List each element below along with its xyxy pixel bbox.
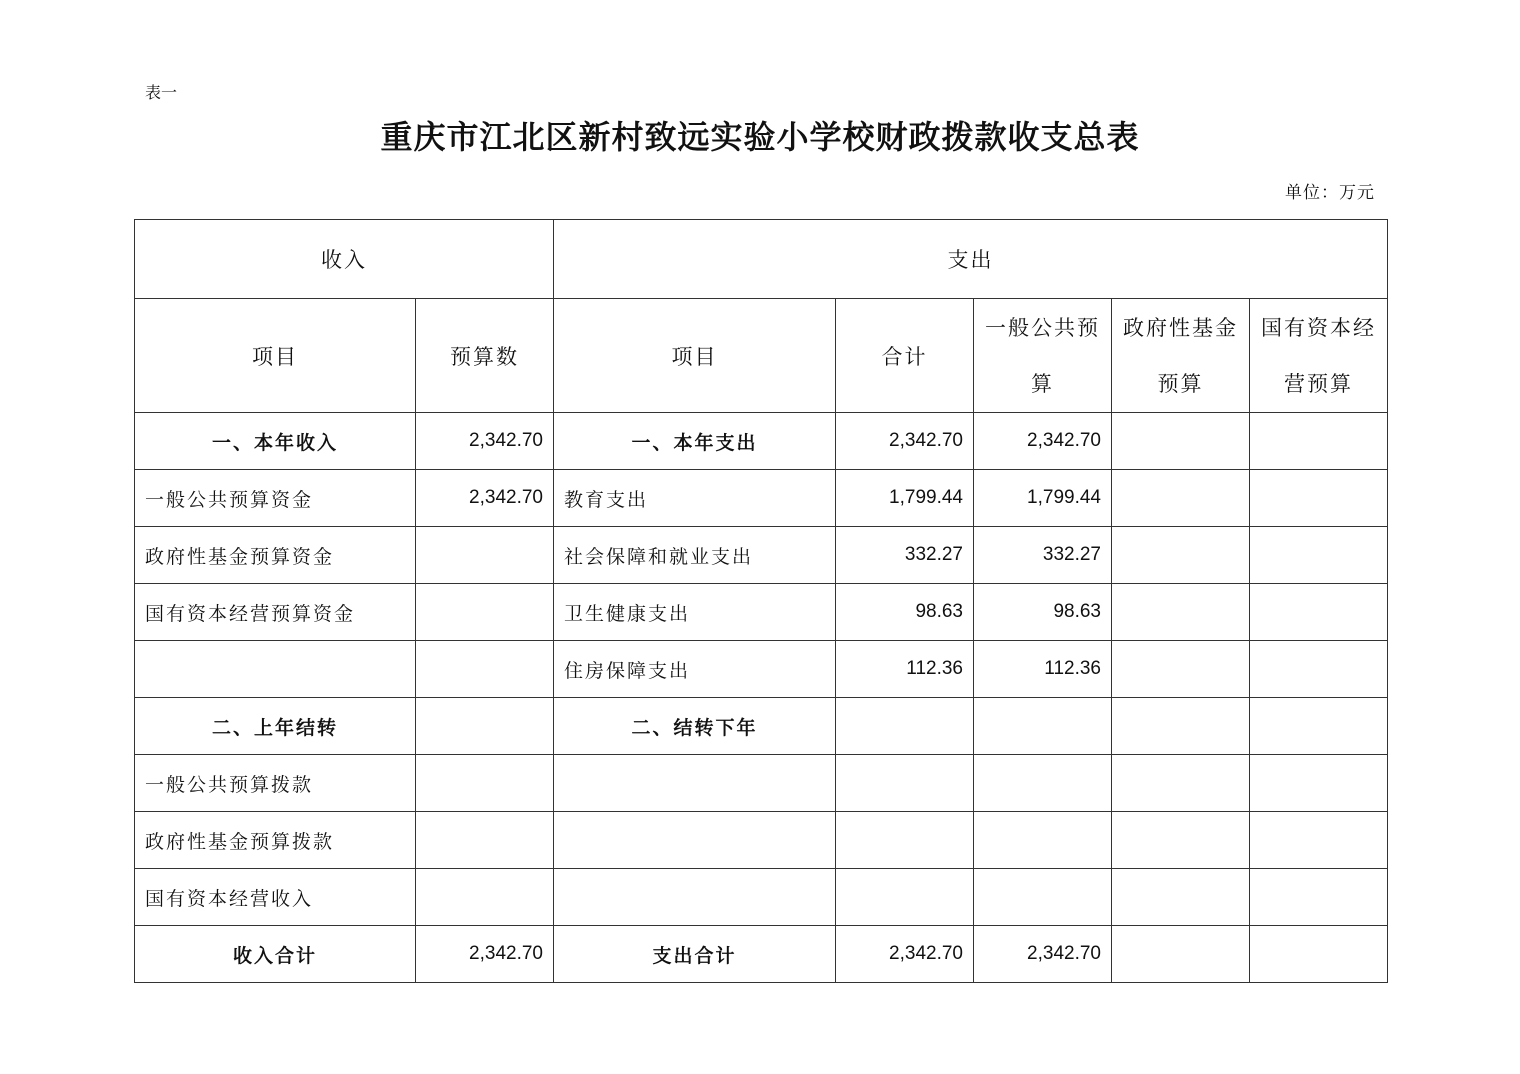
state-capital-cell [1250,869,1388,926]
gov-fund-cell [1112,812,1250,869]
state-capital-cell [1250,755,1388,812]
expense-item-cell: 教育支出 [554,470,836,527]
budget-table [134,219,1388,983]
income-item-cell: 一般公共预算资金 [135,470,416,527]
expense-item-cell: 住房保障支出 [554,641,836,698]
income-item-cell: 一般公共预算拨款 [135,755,416,812]
gov-fund-cell [1112,926,1250,983]
gov-fund-cell [1112,641,1250,698]
state-capital-cell [1250,812,1388,869]
income-item-cell: 政府性基金预算资金 [135,527,416,584]
state-capital-cell [1250,698,1388,755]
income-amount-cell: 2,342.70 [416,926,554,983]
total-cell: 1,799.44 [836,470,974,527]
income-item-cell: 收入合计 [135,926,416,983]
income-item-cell [135,641,416,698]
total-row [135,926,1388,983]
total-cell: 2,342.70 [836,413,974,470]
gov-fund-header: 政府性基金预算 [1112,299,1250,413]
budget-amount-header: 预算数 [416,299,554,413]
gov-fund-cell [1112,698,1250,755]
table-number: 表一 [145,83,178,102]
general-cell: 112.36 [974,641,1112,698]
state-capital-cell [1250,470,1388,527]
income-amount-cell [416,755,554,812]
income-amount-cell: 2,342.70 [416,470,554,527]
table-row [135,527,1388,584]
gov-fund-cell [1112,869,1250,926]
table-row [135,755,1388,812]
income-amount-cell [416,698,554,755]
general-cell [974,812,1112,869]
total-cell: 332.27 [836,527,974,584]
general-public-header: 一般公共预算 [974,299,1112,413]
table-row [135,812,1388,869]
expense-item-cell: 卫生健康支出 [554,584,836,641]
general-cell: 2,342.70 [974,926,1112,983]
income-item-cell: 二、上年结转 [135,698,416,755]
expense-item-cell: 一、本年支出 [554,413,836,470]
unit-label: 单位：万元 [1285,183,1375,203]
header-row-2 [135,299,1388,413]
total-cell [836,869,974,926]
total-cell [836,755,974,812]
expense-item-cell [554,755,836,812]
total-cell [836,698,974,755]
income-amount-cell [416,812,554,869]
general-cell: 332.27 [974,527,1112,584]
total-header: 合计 [836,299,974,413]
table-row [135,869,1388,926]
gov-fund-cell [1112,413,1250,470]
expense-item-header: 项目 [554,299,836,413]
income-item-cell: 国有资本经营收入 [135,869,416,926]
header-row-1 [135,220,1388,299]
gov-fund-cell [1112,755,1250,812]
income-item-cell: 一、本年收入 [135,413,416,470]
general-cell: 98.63 [974,584,1112,641]
total-cell: 98.63 [836,584,974,641]
general-cell [974,698,1112,755]
table-row [135,641,1388,698]
income-amount-cell: 2,342.70 [416,413,554,470]
state-capital-cell [1250,926,1388,983]
gov-fund-cell [1112,584,1250,641]
income-amount-cell [416,641,554,698]
expense-item-cell: 二、结转下年 [554,698,836,755]
total-cell: 2,342.70 [836,926,974,983]
expense-item-cell [554,869,836,926]
state-capital-cell [1250,641,1388,698]
gov-fund-cell [1112,470,1250,527]
income-amount-cell [416,584,554,641]
general-cell [974,755,1112,812]
income-amount-cell [416,527,554,584]
gov-fund-cell [1112,527,1250,584]
table-row [135,413,1388,470]
general-cell: 1,799.44 [974,470,1112,527]
expense-header: 支出 [554,220,1388,299]
table-row [135,698,1388,755]
general-cell [974,869,1112,926]
general-cell: 2,342.70 [974,413,1112,470]
income-item-cell: 国有资本经营预算资金 [135,584,416,641]
total-cell: 112.36 [836,641,974,698]
table-row [135,584,1388,641]
income-item-cell: 政府性基金预算拨款 [135,812,416,869]
page-title: 重庆市江北区新村致远实验小学校财政拨款收支总表 [380,118,1140,156]
state-capital-header: 国有资本经营预算 [1250,299,1388,413]
income-header: 收入 [135,220,554,299]
state-capital-cell [1250,584,1388,641]
income-amount-cell [416,869,554,926]
total-cell [836,812,974,869]
state-capital-cell [1250,413,1388,470]
income-item-header: 项目 [135,299,416,413]
table-row [135,470,1388,527]
expense-item-cell: 社会保障和就业支出 [554,527,836,584]
state-capital-cell [1250,527,1388,584]
expense-item-cell [554,812,836,869]
expense-item-cell: 支出合计 [554,926,836,983]
